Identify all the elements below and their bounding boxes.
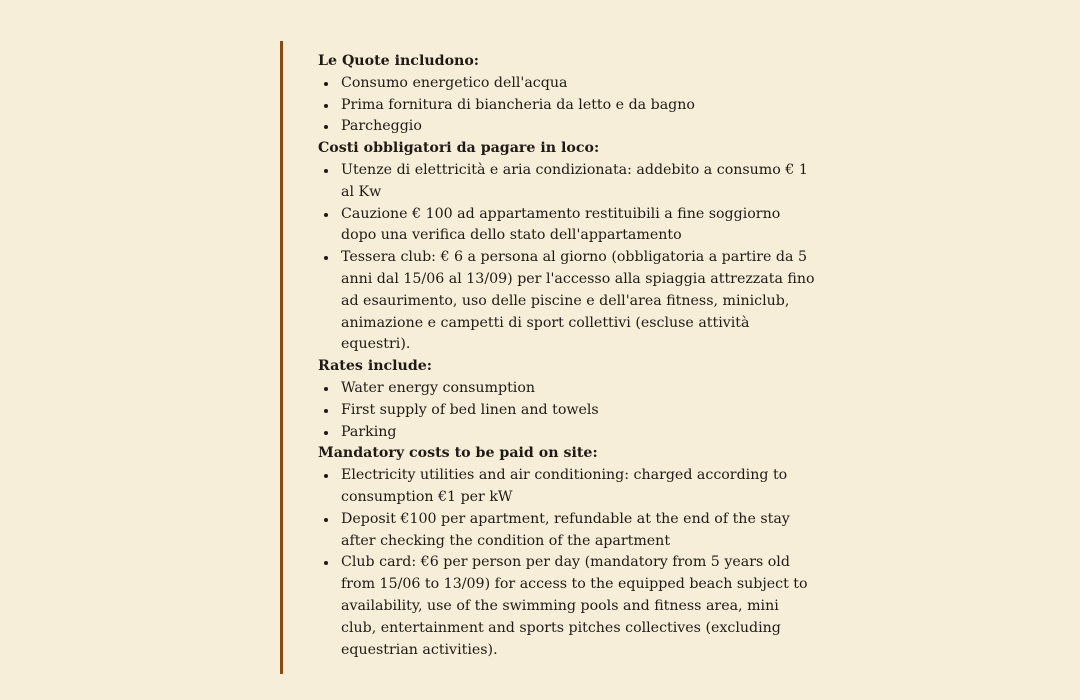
rates-content [318, 51, 818, 661]
list-item: Club card: €6 per person per day (mandatory from 5 years old from 15/06 to 13/09) for access to the equipped beach subject to availability, use of the swimming pools and fitness area, mini club, entertainment and sports pitches collectives (excluding equestrian activities). [318, 552, 818, 661]
section-quote-includono [318, 51, 818, 138]
accent-bar [280, 41, 283, 674]
item-list [318, 160, 818, 356]
list-item: Water energy consumption [318, 378, 818, 400]
section-mandatory-costs [318, 443, 818, 661]
list-item: Deposit €100 per apartment, refundable at the end of the stay after checking the condition of the apartment [318, 509, 818, 553]
list-item: Consumo energetico dell'acqua [318, 73, 818, 95]
list-item: Prima fornitura di biancheria da letto e da bagno [318, 95, 818, 117]
list-item: First supply of bed linen and towels [318, 400, 818, 422]
list-item: Parking [318, 422, 818, 444]
item-list [318, 465, 818, 661]
item-list [318, 73, 818, 138]
item-list [318, 378, 818, 443]
section-costi-obbligatori [318, 138, 818, 356]
section-rates-include [318, 356, 818, 443]
list-item: Electricity utilities and air conditioning: charged according to consumption €1 per kW [318, 465, 818, 509]
section-heading: Rates include: [318, 358, 433, 375]
section-heading: Mandatory costs to be paid on site: [318, 445, 598, 462]
section-heading: Costi obbligatori da pagare in loco: [318, 140, 600, 157]
list-item: Parcheggio [318, 116, 818, 138]
list-item: Utenze di elettricità e aria condizionata: addebito a consumo € 1 al Kw [318, 160, 818, 204]
list-item: Cauzione € 100 ad appartamento restituibili a fine soggiorno dopo una verifica dello stato dell'appartamento [318, 204, 818, 248]
section-heading: Le Quote includono: [318, 53, 480, 69]
list-item: Tessera club: € 6 a persona al giorno (obbligatoria a partire da 5 anni dal 15/06 al 13/09) per l'accesso alla spiaggia attrezzata fino ad esaurimento, uso delle piscine e dell'area fitness, miniclub, animazione e campetti di sport collettivi (escluse attività equestri). [318, 247, 818, 356]
